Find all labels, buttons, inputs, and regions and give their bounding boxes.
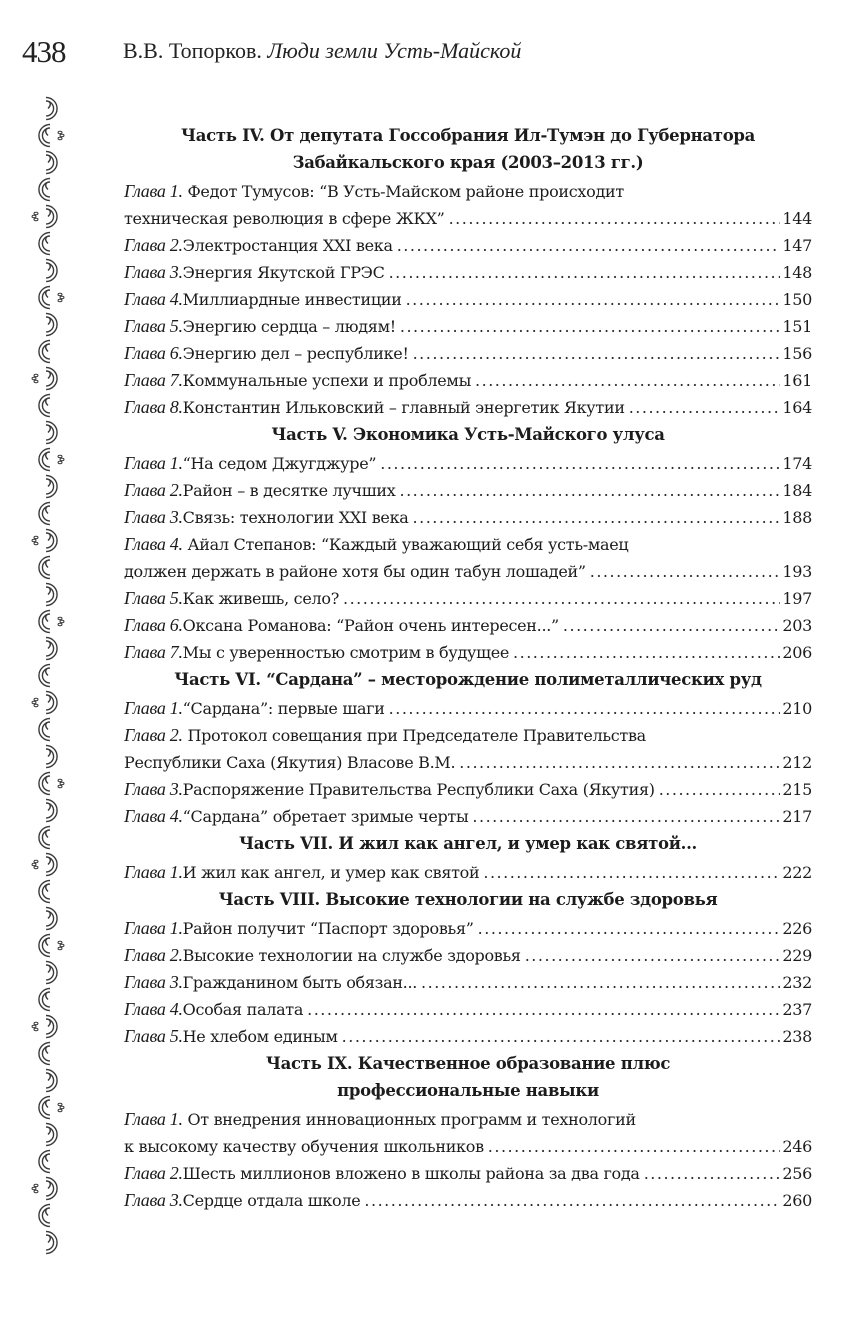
toc-entry[interactable] (124, 776, 812, 803)
chapter-title-line: “Сардана”: первые шаги (182, 699, 385, 718)
dot-leader (389, 695, 781, 722)
chapter-page-number: 151 (782, 317, 812, 336)
chapter-page-number: 229 (782, 946, 812, 965)
chapter-title-line: Энергия Якутской ГРЭС (182, 263, 385, 282)
chapter-title-line: “На седом Джугджуре” (182, 454, 377, 473)
toc-entry[interactable] (124, 367, 812, 394)
toc-entry[interactable] (124, 313, 812, 340)
chapter-page-number: 193 (782, 562, 812, 581)
chapter-title-line: Район – в десятке лучших (182, 481, 396, 500)
part-heading-line: Часть VIII. Высокие технологии на службе здоровья (218, 890, 718, 909)
dot-leader (475, 367, 780, 394)
part-heading-line: Часть VII. И жил как ангел, и умер как святой... (238, 834, 697, 853)
chapter-page-number: 144 (782, 209, 812, 228)
ornament-spiral (39, 394, 50, 416)
chapter-page-number: 197 (782, 589, 812, 608)
chapter-title-line: Оксана Романова: “Район очень интересен...” (182, 616, 559, 635)
chapter-page-number: 184 (782, 481, 812, 500)
toc-entry[interactable] (124, 504, 812, 531)
toc-entry[interactable] (124, 722, 812, 776)
chapter-label: Глава 1. (124, 453, 183, 473)
ornament-spiral (46, 259, 57, 281)
chapter-label: Глава 4. (124, 999, 183, 1019)
ornament-spiral (39, 772, 64, 794)
chapter-label: Глава 4. (124, 534, 183, 554)
chapter-page-number: 148 (782, 263, 812, 282)
toc-entry[interactable] (124, 942, 812, 969)
chapter-page-number: 246 (782, 1137, 812, 1156)
chapter-title-line: “Сардана” обретает зримые черты (182, 807, 469, 826)
chapter-page-number: 232 (782, 973, 812, 992)
chapter-page-number: 150 (782, 290, 812, 309)
toc-entry[interactable] (124, 394, 812, 421)
ornament-spiral (46, 313, 57, 335)
chapter-page-number: 256 (782, 1164, 812, 1183)
chapter-label: Глава 2. (124, 235, 183, 255)
ornament-spiral (39, 880, 50, 902)
chapter-title-line: Электростанция XXI века (182, 236, 393, 255)
dot-leader (449, 205, 781, 232)
chapter-page-number: 260 (782, 1191, 812, 1210)
ornament-spiral (46, 583, 57, 605)
toc-entry[interactable] (124, 178, 812, 232)
dot-leader (478, 915, 781, 942)
page-number: 438 (22, 34, 66, 69)
dot-leader (459, 749, 780, 776)
chapter-title-line: Связь: технологии XXI века (182, 508, 409, 527)
dot-leader (513, 639, 780, 666)
chapter-page-number: 210 (782, 699, 812, 718)
chapter-title-line: Шесть миллионов вложено в школы района за два года (182, 1164, 640, 1183)
running-head-book-title: Люди земли Усть-Майской (267, 38, 522, 63)
chapter-label: Глава 3. (124, 972, 183, 992)
chapter-label: Глава 3. (124, 779, 183, 799)
ornament-spiral (39, 178, 50, 200)
ornament-spiral (46, 907, 57, 929)
part-heading-line: Забайкальского края (2003–2013 гг.) (292, 153, 644, 172)
chapter-title-line: Как живешь, село? (182, 589, 339, 608)
ornament-spiral (46, 799, 57, 821)
chapter-label: Глава 1. (124, 862, 183, 882)
chapter-page-number: 147 (782, 236, 812, 255)
chapter-title-line: От внедрения инновационных программ и технологий (187, 1110, 636, 1129)
ornament-spiral (46, 475, 57, 497)
running-head (123, 38, 521, 64)
chapter-label: Глава 2. (124, 725, 183, 745)
dot-leader (380, 450, 780, 477)
ornament-spiral (46, 421, 57, 443)
toc-part (124, 122, 812, 421)
chapter-label: Глава 1. (124, 918, 183, 938)
toc-part (124, 886, 812, 1050)
chapter-title-line: Республики Саха (Якутия) Власове В.М. (124, 753, 456, 772)
ornament-spiral (39, 448, 64, 470)
ornament-spiral (46, 1231, 57, 1253)
dot-leader (397, 232, 781, 259)
toc-part (124, 666, 812, 830)
chapter-title-line: Энергию сердца – людям! (182, 317, 396, 336)
toc-entry[interactable] (124, 1106, 812, 1160)
dot-leader (400, 313, 781, 340)
toc-part (124, 830, 812, 886)
chapter-label: Глава 8. (124, 397, 183, 417)
chapter-label: Глава 3. (124, 507, 183, 527)
ornament-spiral (39, 232, 50, 254)
ornament-spiral (46, 961, 57, 983)
chapter-label: Глава 7. (124, 642, 183, 662)
ornament-spiral (39, 1096, 64, 1118)
ornament-spiral (32, 691, 57, 713)
chapter-page-number: 222 (782, 863, 812, 882)
table-of-contents (124, 122, 812, 1214)
ornament-spiral (39, 1150, 50, 1172)
chapter-title-line: Мы с уверенностью смотрим в будущее (182, 643, 510, 662)
chapter-page-number: 164 (782, 398, 812, 417)
part-heading (124, 886, 812, 913)
chapter-page-number: 156 (782, 344, 812, 363)
dot-leader (342, 1023, 781, 1050)
ornament-spiral (32, 529, 57, 551)
chapter-page-number: 226 (782, 919, 812, 938)
running-head-author: В.В. Топорков. (123, 38, 262, 63)
toc-entry[interactable] (124, 969, 812, 996)
part-heading (124, 666, 812, 693)
chapter-label: Глава 3. (124, 1190, 183, 1210)
chapter-title-line: Айал Степанов: “Каждый уважающий себя усть-маец (187, 535, 629, 554)
toc-entry[interactable] (124, 695, 812, 722)
dot-leader (629, 394, 781, 421)
chapter-title-line: Миллиардные инвестиции (182, 290, 402, 309)
chapter-title-line: И жил как ангел, и умер как святой (182, 863, 480, 882)
chapter-page-number: 206 (782, 643, 812, 662)
chapter-label: Глава 6. (124, 343, 183, 363)
toc-entry[interactable] (124, 477, 812, 504)
toc-entry[interactable] (124, 639, 812, 666)
chapter-page-number: 215 (782, 780, 812, 799)
ornament-spiral (39, 826, 50, 848)
toc-entry[interactable] (124, 915, 812, 942)
part-heading-line: Часть IX. Качественное образование плюс (265, 1054, 671, 1073)
chapter-label: Глава 2. (124, 1163, 183, 1183)
ornament-spiral (39, 124, 64, 146)
dot-leader (406, 286, 781, 313)
part-heading-line: Часть IV. От депутата Госсобрания Ил-Тумэн до Губернатора (180, 126, 756, 145)
ornament-spiral (46, 1123, 57, 1145)
ornament-spiral (32, 1177, 57, 1199)
ornament-spiral (32, 205, 57, 227)
chapter-title-line: Гражданином быть обязан... (182, 973, 418, 992)
toc-entry[interactable] (124, 450, 812, 477)
chapter-page-number: 237 (782, 1000, 812, 1019)
ornament-spiral (39, 718, 50, 740)
toc-entry[interactable] (124, 259, 812, 286)
dot-leader (307, 996, 780, 1023)
ornament-spiral (39, 340, 50, 362)
chapter-page-number: 217 (782, 807, 812, 826)
chapter-label: Глава 5. (124, 1026, 183, 1046)
chapter-title-line: Особая палата (182, 1000, 304, 1019)
chapter-label: Глава 2. (124, 480, 183, 500)
part-heading-line: профессиональные навыки (337, 1081, 599, 1100)
part-heading-line: Часть VI. “Сардана” – месторождение полиметаллических руд (174, 670, 762, 689)
chapter-label: Глава 1. (124, 1109, 183, 1129)
toc-entry[interactable] (124, 1160, 812, 1187)
ornament-spiral (46, 97, 57, 119)
ornament-spiral (39, 1042, 50, 1064)
part-heading (124, 1050, 812, 1104)
chapter-label: Глава 7. (124, 370, 183, 390)
part-heading (124, 830, 812, 857)
dot-leader (483, 859, 780, 886)
toc-entry[interactable] (124, 585, 812, 612)
chapter-label: Глава 1. (124, 181, 183, 201)
ornament-spiral (32, 853, 57, 875)
chapter-title-line: Энергию дел – республике! (182, 344, 409, 363)
dot-leader (563, 612, 780, 639)
ornament-spiral (39, 988, 50, 1010)
dot-leader (413, 504, 781, 531)
chapter-title-line: Федот Тумусов: “В Усть-Майском районе происходит (187, 182, 624, 201)
chapter-title-line: Протокол совещания при Председателе Правительства (187, 726, 646, 745)
chapter-page-number: 212 (782, 753, 812, 772)
ornament-spiral (39, 664, 50, 686)
ornament-spiral (39, 934, 64, 956)
toc-entry[interactable] (124, 859, 812, 886)
toc-entry[interactable] (124, 803, 812, 830)
chapter-label: Глава 5. (124, 316, 183, 336)
dot-leader (389, 259, 781, 286)
chapter-title-line: к высокому качеству обучения школьников (124, 1137, 484, 1156)
toc-entry[interactable] (124, 996, 812, 1023)
dot-leader (472, 803, 780, 830)
ornament-spiral (32, 367, 57, 389)
part-heading (124, 421, 812, 448)
dot-leader (488, 1133, 781, 1160)
chapter-label: Глава 3. (124, 262, 183, 282)
toc-entry[interactable] (124, 1023, 812, 1050)
ornament-spiral (46, 1069, 57, 1091)
dot-leader (421, 969, 780, 996)
chapter-page-number: 188 (782, 508, 812, 527)
chapter-title-line: Распоряжение Правительства Республики Саха (Якутия) (182, 780, 655, 799)
chapter-label: Глава 1. (124, 698, 183, 718)
dot-leader (525, 942, 781, 969)
dot-leader (364, 1187, 780, 1214)
chapter-label: Глава 5. (124, 588, 183, 608)
ornament-spiral (46, 637, 57, 659)
dot-leader (644, 1160, 781, 1187)
part-heading-line: Часть V. Экономика Усть-Майского улуса (271, 425, 665, 444)
ornament-spiral (39, 1204, 50, 1226)
dot-leader (343, 585, 780, 612)
part-heading (124, 122, 812, 176)
chapter-page-number: 203 (782, 616, 812, 635)
chapter-title-line: Не хлебом единым (182, 1027, 338, 1046)
chapter-title-line: Коммунальные успехи и проблемы (182, 371, 472, 390)
toc-entry[interactable] (124, 286, 812, 313)
dot-leader (413, 340, 781, 367)
ornament-spiral (39, 502, 50, 524)
dot-leader (590, 558, 781, 585)
toc-entry[interactable] (124, 531, 812, 585)
toc-part (124, 1050, 812, 1214)
chapter-title-line: Сердце отдала школе (182, 1191, 361, 1210)
ornament-spiral (39, 286, 64, 308)
chapter-label: Глава 4. (124, 806, 183, 826)
chapter-label: Глава 4. (124, 289, 183, 309)
dot-leader (399, 477, 780, 504)
chapter-title-line: Высокие технологии на службе здоровья (182, 946, 521, 965)
chapter-title-line: должен держать в районе хотя бы один табун лошадей” (124, 562, 586, 581)
toc-entry[interactable] (124, 612, 812, 639)
toc-entry[interactable] (124, 232, 812, 259)
ornament-spiral (39, 610, 64, 632)
decorative-spiral-border-icon (30, 95, 66, 1263)
dot-leader (659, 776, 781, 803)
toc-part (124, 421, 812, 666)
chapter-title-line: Константин Ильковский – главный энергетик Якутии (182, 398, 625, 417)
chapter-page-number: 238 (782, 1027, 812, 1046)
chapter-page-number: 161 (782, 371, 812, 390)
ornament-spiral (46, 745, 57, 767)
chapter-title-line: техническая революция в сфере ЖКХ” (124, 209, 445, 228)
ornament-spiral (46, 151, 57, 173)
chapter-label: Глава 2. (124, 945, 183, 965)
chapter-page-number: 174 (782, 454, 812, 473)
ornament-spiral (39, 556, 50, 578)
toc-entry[interactable] (124, 1187, 812, 1214)
chapter-title-line: Район получит “Паспорт здоровья” (182, 919, 474, 938)
ornament-spiral (32, 1015, 57, 1037)
chapter-label: Глава 6. (124, 615, 183, 635)
toc-entry[interactable] (124, 340, 812, 367)
